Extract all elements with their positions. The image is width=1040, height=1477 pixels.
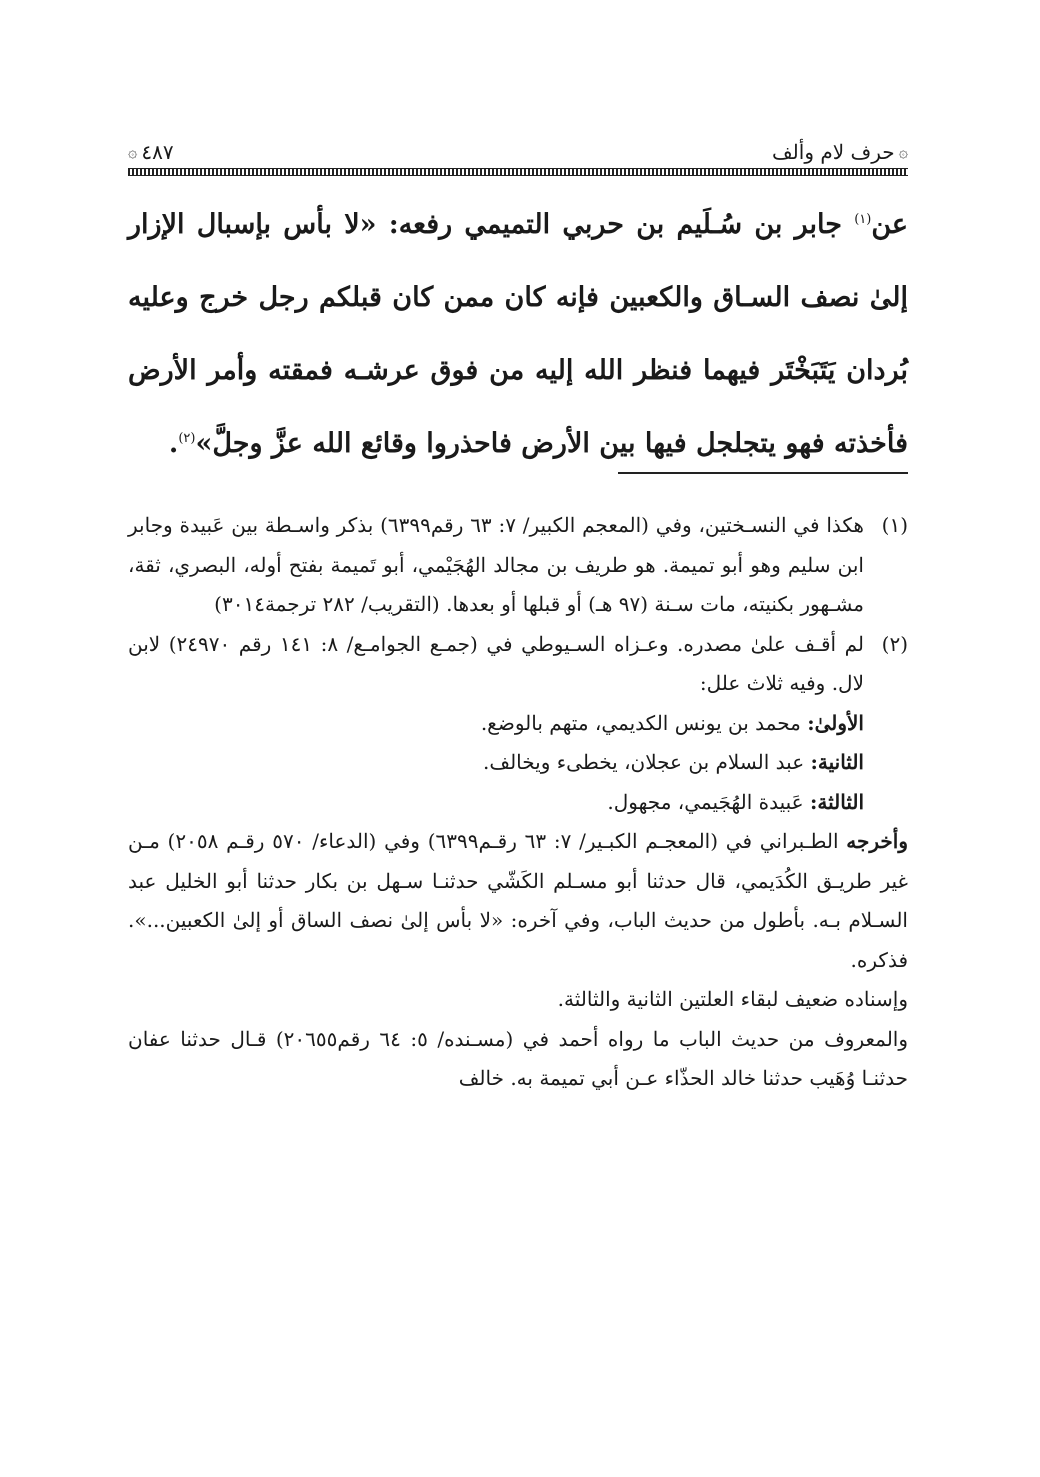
header-rule xyxy=(128,168,908,176)
ornament-icon: ۞ xyxy=(898,142,908,161)
running-header xyxy=(128,138,908,178)
footnote-2 xyxy=(128,625,908,823)
footnotes xyxy=(128,506,908,1099)
ornament-icon: ۞ xyxy=(128,142,138,161)
illness-2: الثانية: عبد السلام بن عجلان، يخطىء ويخالف. xyxy=(483,750,864,774)
footnote-text: هكذا في النسـختين، وفي (المعجم الكبير/ ٧: ٦٣ رقم٦٣٩٩) بذكر واسـطة بين عَبيدة وجابر ابن سليم وهو أبو تميمة. هو طريف بن مجالد الهُجَيْمي، أبو تَميمة بفتح أوله، البصري، ثقة، مشـهور بكنيته، مات سـنة (٩٧ هـ) أو قبلها أو بعدها. (التقريب/ ٢٨٢ ترجمة٣٠١٤) xyxy=(128,513,864,616)
footnote-1 xyxy=(128,506,908,625)
footnote-separator xyxy=(618,472,908,474)
hadith-paragraph: عن$^{(١)}$ جابر بن سُـلَيم بن حربي التميمي رفعه: «لا بأس بإسبال الإزار إلىٰ نصف السـاق والكعبين فإنه كان ممن كان قبلكم رجل خرج وعليه بُردان يَتَبَخْتَر فيهما فنظر الله إليه من فوق عرشـه فمقته وأمر الأرض فأخذته فهو يتجلجل فيها بين الأرض فاحذروا وقائع الله عزَّ وجلَّ»$^{(٢)}$. xyxy=(128,209,908,459)
page-number-text: ٤٨٧ xyxy=(141,140,174,164)
isnad-verdict: وإسناده ضعيف لبقاء العلتين الثانية والثالثة. xyxy=(557,987,908,1011)
footnote-ref-1: (١) xyxy=(854,212,872,227)
illness-3: الثالثة: عَبيدة الهُجَيمي، مجهول. xyxy=(607,789,864,814)
takhrij-paragraph: وأخرجه الطـبراني في (المعجـم الكبـير/ ٧: ٦٣ رقـم٦٣٩٩) وفي (الدعاء/ ٥٧٠ رقـم ٢٠٥٨) مـن غير طريـق الكُدَيمي، قال حدثنا أبو مسـلم الكَشّي حدثنـا سـهل بن بكار حدثنا أبو الخليل عبد السـلام بـه. بأطول من حديث الباب، وفي آخره: «لا بأس إلىٰ نصف الساق أو إلىٰ الكعبين...». فذكره. xyxy=(128,829,908,972)
continuation-paragraph: والمعروف من حديث الباب ما رواه أحمد في (مسـنده/ ٥: ٦٤ رقم٢٠٦٥٥) قـال حدثنا عفان حدثنـا وُهَيب حدثنا خالد الحذّاء عـن أبي تميمة به. خالف xyxy=(128,1026,909,1090)
main-text xyxy=(128,188,908,480)
chapter-title xyxy=(772,138,908,166)
page-number xyxy=(128,138,174,166)
footnote-number: (١) xyxy=(881,513,908,537)
footnote-ref-2: (٢) xyxy=(178,431,196,446)
chapter-title-text: حرف لام وألف xyxy=(771,140,895,164)
illness-1: الأولىٰ: محمد بن يونس الكديمي، متهم بالوضع. xyxy=(480,710,864,735)
footnote-text: لم أقـف علىٰ مصدره. وعـزاه السـيوطي في (جمـع الجوامـع/ ٨: ١٤١ رقم ٢٤٩٧٠) لابن لال. وفيه ثلاث علل: الأولىٰ: محمد بن يونس الكديمي، متهم بالوضع. الثانية: عبد السلام بن عجلان، يخطىء ويخالف. الثالثة: عَبيدة الهُجَيمي، مجهول. xyxy=(128,625,864,823)
footnote-number: (٢) xyxy=(881,631,908,656)
